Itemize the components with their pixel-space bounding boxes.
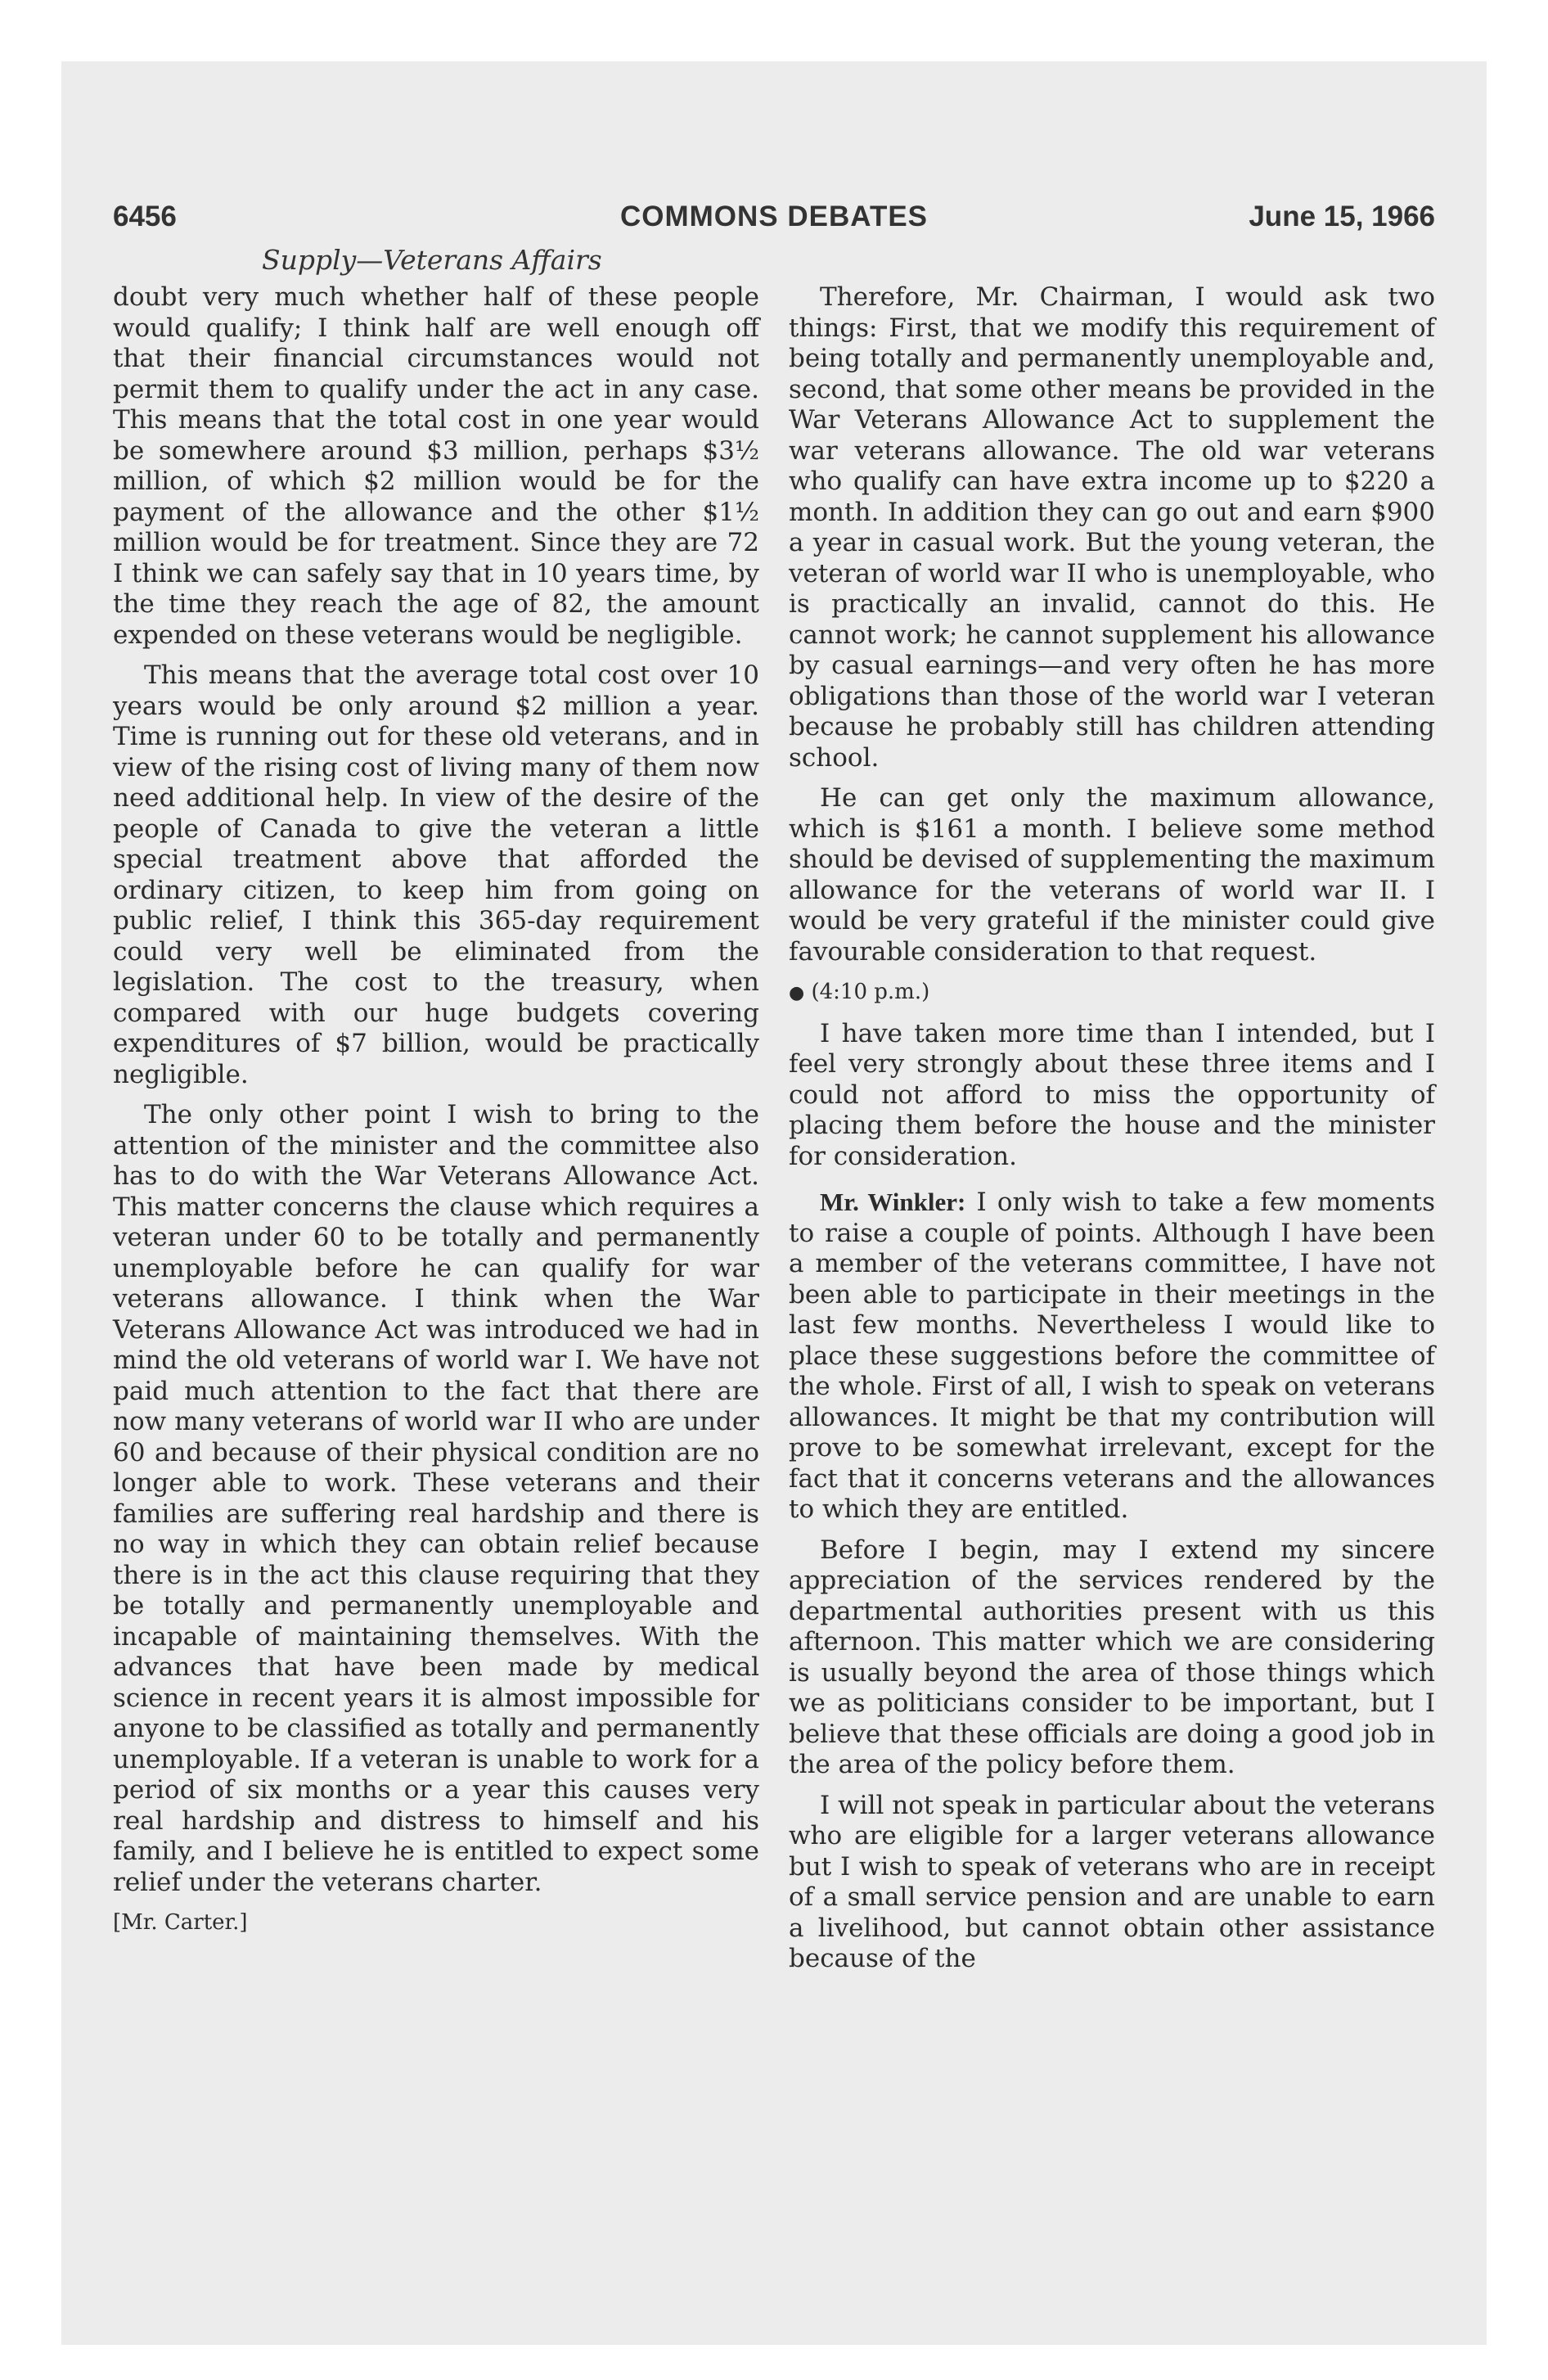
publication-title: COMMONS DEBATES [619,201,929,232]
page-header [113,201,1435,241]
paragraph: Before I begin, may I extend my sincere appreciation of the services rendered by the departmental authorities present with us this afternoon. This matter which we are considering is usually beyond the area of those things which we as politicians consider to be important, but I believe that these officials are doing a good job in the area of the policy before them. [789,1535,1435,1779]
time-marker [789,977,1435,1009]
paragraph: Therefore, Mr. Chairman, I would ask two things: First, that we modify this requirement of being totally and permanently unemployable and, second, that some other means be provided in the War Veterans Allowance Act to supplement the war veterans allowance. The old war veterans who qualify can have extra income up to $220 a month. In addition they can go out and earn $900 a year in casual work. But the young veteran, the veteran of world war II who is unemployable, who is practically an invalid, cannot do this. He cannot work; he cannot supplement his allowance by casual earnings—and very often he has more obligations than those of the world war I veteran because he probably still has children attending school. [789,282,1435,773]
bullet-icon: ● [789,983,805,1003]
speaker-footnote: [Mr. Carter.] [113,1910,248,1935]
right-column [789,282,1435,1985]
page-number: 6456 [113,201,177,232]
left-column [113,282,759,1949]
paragraph: I will not speak in particular about the veterans who are eligible for a larger veterans allowance but I wish to speak of veterans who are in receipt of a small service pension and are unable to earn a livelihood, but cannot obtain other assistance because of the [789,1790,1435,1973]
paragraph: This means that the average total cost over 10 years would be only around $2 million a year. Time is running out for these old veterans, and in view of the rising cost of living many of them now need additional help. In view of the desire of the people of Canada to give the veteran a little special treatment above that afforded the ordinary citizen, to keep him from going on public relief, I think this 365-day requirement could very well be eliminated from the legislation. The cost to the treasury, when compared with our huge budgets covering expenditures of $7 billion, would be practically negligible. [113,660,759,1089]
time-marker-text: (4:10 p.m.) [811,980,930,1004]
paragraph: He can get only the maximum allowance, which is $161 a month. I believe some method should be devised of supplementing the maximum allowance for the veterans of world war II. I would be very grateful if the minister could give favourable consideration to that request. [789,783,1435,967]
header-date: June 15, 1966 [1249,201,1435,232]
speaker-paragraph [789,1187,1435,1526]
section-subheading: Supply—Veterans Affairs [262,244,602,276]
paragraph: The only other point I wish to bring to the attention of the minister and the committee also has to do with the War Veterans Allowance Act. This matter concerns the clause which requires a veteran under 60 to be totally and permanently unemployable before he can qualify for war veterans allowance. I think when the War Veterans Allowance Act was introduced we had in mind the old veterans of world war I. We have not paid much attention to the fact that there are now many veterans of world war II who are under 60 and because of their physical condition are no longer able to work. These veterans and their families are suffering real hardship and there is no way in which they can obtain relief because there is in the act this clause requiring that they be totally and permanently unemployable and incapable of maintaining themselves. With the advances that have been made by medical science in recent years it is almost impossible for anyone to be classified as totally and permanently unemployable. If a veteran is unable to work for a period of six months or a year this causes very real hardship and distress to himself and his family, and I believe he is entitled to expect some relief under the veterans charter. [113,1100,759,1897]
paragraph: I have taken more time than I intended, but I feel very strongly about these three items and I could not afford to miss the opportunity of placing them before the house and the minister for consideration. [789,1018,1435,1171]
speaker-name: Mr. Winkler: [820,1188,966,1216]
speaker-text: I only wish to take a few moments to raise a couple of points. Although I have been a member of the veterans committee, I have not been able to participate in their meetings in the last few months. Nevertheless I would like to place these suggestions before the committee of the whole. First of all, I wish to speak on veterans allowances. It might be that my contribution will prove to be somewhat irrelevant, except for the fact that it concerns veterans and the allowances to which they are entitled. [789,1188,1435,1524]
paragraph: doubt very much whether half of these people would qualify; I think half are well enough off that their financial circumstances would not permit them to qualify under the act in any case. This means that the total cost in one year would be somewhere around $3 million, perhaps $3½ million, of which $2 million would be for the payment of the allowance and the other $1½ million would be for treatment. Since they are 72 I think we can safely say that in 10 years time, by the time they reach the age of 82, the amount expended on these veterans would be negligible. [113,282,759,650]
